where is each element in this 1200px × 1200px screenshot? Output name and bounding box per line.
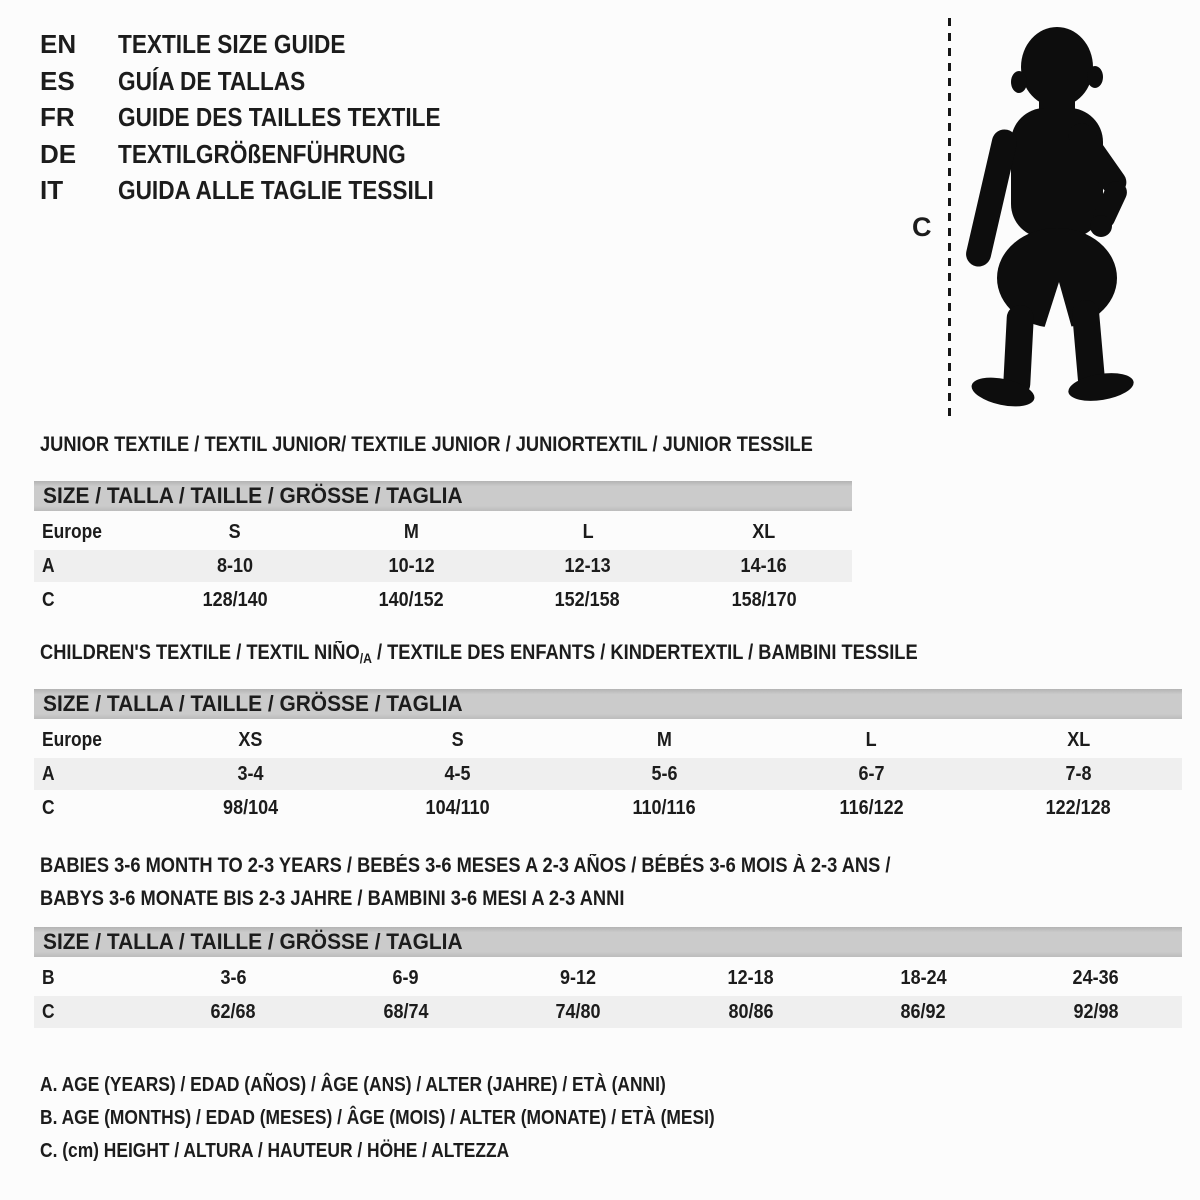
row-label: C xyxy=(42,1001,55,1023)
table-cell: 6-9 xyxy=(392,967,419,989)
babies-section-title xyxy=(40,849,1018,915)
table-cell: 7-8 xyxy=(1065,763,1092,785)
table-cell: 152/158 xyxy=(555,589,621,611)
table-cell: 68/74 xyxy=(383,1001,429,1023)
table-cell: 86/92 xyxy=(900,1001,946,1023)
language-code: FR xyxy=(40,102,75,132)
table-cell: 24-36 xyxy=(1072,967,1119,989)
children-size-table xyxy=(34,689,1182,826)
table-row xyxy=(34,758,1182,790)
table-cell: 116/122 xyxy=(839,797,904,819)
guide-title-es: GUÍA DE TALLAS xyxy=(118,65,306,96)
table-row xyxy=(34,792,1182,824)
guide-title-fr: GUIDE DES TAILLES TEXTILE xyxy=(118,102,441,132)
table-row xyxy=(34,996,1182,1028)
size-header-bar: SIZE / TALLA / TAILLE / GRÖSSE / TAGLIA xyxy=(34,481,852,511)
babies-size-table xyxy=(34,927,1182,1030)
row-label: Europe xyxy=(42,521,102,543)
title-subscript: /A xyxy=(359,650,372,666)
table-row xyxy=(34,516,852,548)
legend xyxy=(40,1069,816,1168)
table-row xyxy=(34,584,852,616)
legend-line-b: B. AGE (MONTHS) / EDAD (MESES) / ÂGE (MOIS) / ALTER (MONATE) / ETÀ (MESI) xyxy=(40,1107,715,1129)
table-cell: L xyxy=(582,521,594,543)
table-cell: XL xyxy=(752,521,776,543)
table-cell: 12-18 xyxy=(727,967,774,989)
language-code: DE xyxy=(40,138,77,169)
legend-line-a: A. AGE (YEARS) / EDAD (AÑOS) / ÂGE (ANS) / ALTER (JAHRE) / ETÀ (ANNI) xyxy=(40,1074,666,1096)
legend-line-c: C. (cm) HEIGHT / ALTURA / HAUTEUR / HÖHE / ALTEZZA xyxy=(40,1140,510,1162)
table-cell: 3-4 xyxy=(237,763,264,785)
table-cell: 14-16 xyxy=(740,555,787,577)
language-code: IT xyxy=(40,175,64,205)
babies-title-line2: BABYS 3-6 MONATE BIS 2-3 JAHRE / BAMBINI 3-6 MESI A 2-3 ANNI xyxy=(40,887,625,910)
table-cell: 140/152 xyxy=(378,589,444,611)
babies-title-line1: BABIES 3-6 MONTH TO 2-3 YEARS / BEBÉS 3-6 MESES A 2-3 AÑOS / BÉBÉS 3-6 MOIS À 2-3 ANS / xyxy=(40,854,891,877)
table-cell: 3-6 xyxy=(220,967,247,989)
row-label: Europe xyxy=(42,729,102,751)
table-cell: L xyxy=(866,729,877,751)
row-label: C xyxy=(42,589,55,611)
height-dashed-line xyxy=(948,18,951,418)
table-cell: 4-5 xyxy=(444,763,471,785)
height-marker-label: C xyxy=(912,212,932,242)
table-cell: S xyxy=(451,729,464,751)
table-cell: 62/68 xyxy=(210,1001,256,1023)
table-cell: 8-10 xyxy=(217,555,254,577)
table-row xyxy=(34,962,1182,994)
table-cell: XS xyxy=(238,729,263,751)
table-cell: 9-12 xyxy=(560,967,597,989)
table-cell: M xyxy=(403,521,419,543)
guide-title-de: TEXTILGRÖßENFÜHRUNG xyxy=(118,138,406,169)
table-cell: 80/86 xyxy=(728,1001,774,1023)
language-code: EN xyxy=(40,29,77,59)
table-row xyxy=(34,550,852,582)
table-cell: 12-13 xyxy=(564,555,611,577)
language-row-de xyxy=(40,136,489,173)
size-header-bar: SIZE / TALLA / TAILLE / GRÖSSE / TAGLIA xyxy=(34,927,1182,957)
row-label: B xyxy=(42,967,55,989)
language-row-es xyxy=(40,63,489,100)
table-cell: 5-6 xyxy=(651,763,678,785)
table-cell: 10-12 xyxy=(388,555,435,577)
table-cell: 158/170 xyxy=(731,589,797,611)
table-cell: 104/110 xyxy=(425,797,490,819)
row-label: A xyxy=(42,763,55,785)
table-cell: 128/140 xyxy=(202,589,268,611)
size-header-bar: SIZE / TALLA / TAILLE / GRÖSSE / TAGLIA xyxy=(34,689,1182,719)
table-cell: 98/104 xyxy=(222,797,279,819)
table-row xyxy=(34,724,1182,756)
table-cell: M xyxy=(656,729,672,751)
row-label: C xyxy=(42,797,55,819)
table-cell: 18-24 xyxy=(900,967,947,989)
table-cell: 110/116 xyxy=(632,797,697,819)
children-section-title: CHILDREN'S TEXTILE / TEXTIL NIÑO/A / TEXTILE DES ENFANTS / KINDERTEXTIL / BAMBINI TESSILE xyxy=(40,641,918,666)
junior-section-title: JUNIOR TEXTILE / TEXTIL JUNIOR/ TEXTILE JUNIOR / JUNIORTEXTIL / JUNIOR TESSILE xyxy=(40,433,813,456)
table-cell: XL xyxy=(1066,729,1091,751)
guide-title-it: GUIDA ALLE TAGLIE TESSILI xyxy=(118,175,434,205)
language-row-en xyxy=(40,26,489,63)
language-row-it xyxy=(40,172,489,209)
table-cell: S xyxy=(229,521,242,543)
language-title-list xyxy=(40,26,489,209)
row-label: A xyxy=(42,555,55,577)
table-cell: 74/80 xyxy=(555,1001,601,1023)
language-code: ES xyxy=(40,65,75,96)
toddler-silhouette-icon xyxy=(953,20,1153,415)
language-row-fr xyxy=(40,99,489,136)
guide-title-en: TEXTILE SIZE GUIDE xyxy=(118,29,346,59)
table-cell: 92/98 xyxy=(1073,1001,1119,1023)
table-cell: 122/128 xyxy=(1045,797,1112,819)
table-cell: 6-7 xyxy=(858,763,885,785)
junior-size-table xyxy=(34,481,852,618)
